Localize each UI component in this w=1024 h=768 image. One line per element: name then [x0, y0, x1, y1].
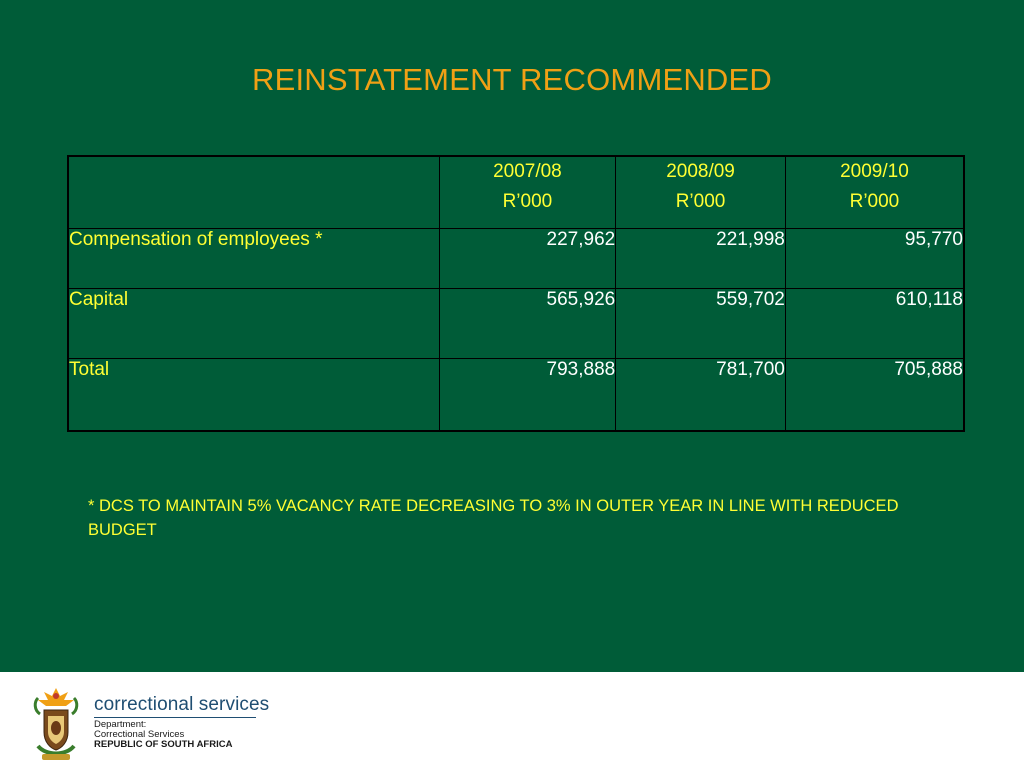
table-cell: 221,998: [616, 228, 786, 288]
table-row: [68, 358, 964, 431]
table-cell: 227,962: [439, 228, 616, 288]
table-cell: 781,700: [616, 358, 786, 431]
department-line-3: REPUBLIC OF SOUTH AFRICA: [94, 739, 233, 750]
budget-table: [67, 155, 965, 432]
slide-title: REINSTATEMENT RECOMMENDED: [252, 62, 772, 97]
row-label: Capital: [68, 288, 439, 358]
footnote: * DCS TO MAINTAIN 5% VACANCY RATE DECREASING TO 3% IN OUTER YEAR IN LINE WITH REDUCED BUDGET: [88, 497, 899, 539]
row-label: Compensation of employees *: [68, 228, 439, 288]
column-year: 2009/10: [840, 161, 909, 182]
brand-name: correctional services: [94, 694, 270, 715]
column-unit: R’000: [849, 191, 900, 212]
column-unit: R’000: [675, 191, 726, 212]
brand-divider: [94, 717, 256, 718]
coat-of-arms-icon: [30, 684, 82, 764]
table-header-row: [68, 156, 964, 228]
column-year: 2007/08: [493, 161, 562, 182]
column-header-2009-10: [785, 156, 964, 228]
column-header-2007-08: [439, 156, 616, 228]
column-unit: R’000: [502, 191, 553, 212]
header-empty-cell: [68, 156, 439, 228]
footer-bar: [0, 672, 1024, 768]
table-cell: 95,770: [785, 228, 964, 288]
table-cell: 793,888: [439, 358, 616, 431]
column-year: 2008/09: [666, 161, 735, 182]
row-label: Total: [68, 358, 439, 431]
column-header-2008-09: [616, 156, 786, 228]
department-line-2: Correctional Services: [94, 729, 185, 740]
table-cell: 559,702: [616, 288, 786, 358]
table-cell: 610,118: [785, 288, 964, 358]
table-cell: 565,926: [439, 288, 616, 358]
table-row: [68, 228, 964, 288]
table-cell: 705,888: [785, 358, 964, 431]
department-text: [94, 720, 232, 750]
department-line-1: Department:: [94, 719, 147, 730]
table-row: [68, 288, 964, 358]
